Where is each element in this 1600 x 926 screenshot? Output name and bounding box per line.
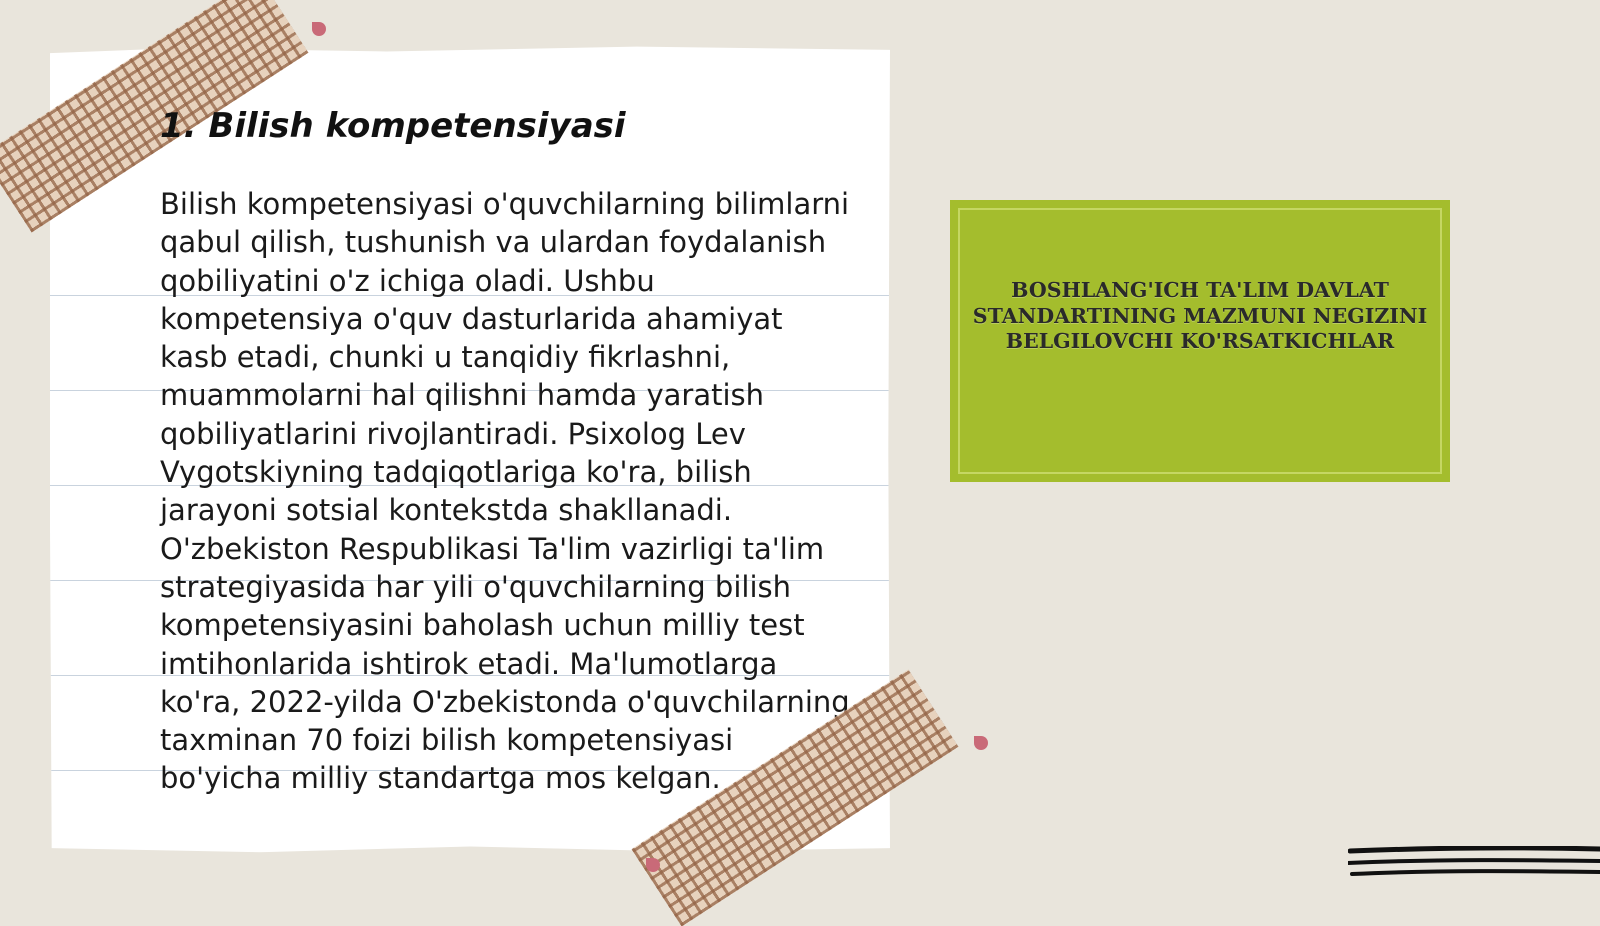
- slide-heading: 1. Bilish kompetensiyasi: [160, 106, 626, 146]
- pin-icon: [312, 22, 326, 36]
- standard-title-box: [950, 200, 1450, 482]
- pin-icon: [646, 858, 660, 872]
- pin-icon: [974, 736, 988, 750]
- standard-title: BOSHLANG'ICH TA'LIM DAVLAT STANDARTINING MAZMUNI NEGIZINI BELGILOVCHI KO'RSATKICHLAR: [972, 278, 1428, 353]
- slide-body-text: Bilish kompetensiyasi o'quvchilarning bilimlarni qabul qilish, tushunish va ulardan foydalanish qobiliyatini o'z ichiga oladi. Ushbu kompetensiya o'quv dasturlarida ahamiyat kasb etadi, chunki u tanqidiy fikrlashni, muammolarni hal qilishni hamda yaratish qobiliyatlarini rivojlantiradi. Psixolog Lev Vygotskiyning tadqiqotlariga ko'ra, bilish jarayoni sotsial kontekstda shakllanadi. O'zbekiston Respublikasi Ta'lim vazirligi ta'lim strategiyasida har yili o'quvchilarning bilish kompetensiyasini baholash uchun milliy test imtihonlarida ishtirok etadi. Ma'lumotlarga ko'ra, 2022-yilda O'zbekistonda o'quvchilarning taxminan 70 foizi bilish kompetensiyasi bo'yicha milliy standartga mos kelgan.: [160, 187, 850, 796]
- scribble-lines-icon: [1348, 846, 1600, 896]
